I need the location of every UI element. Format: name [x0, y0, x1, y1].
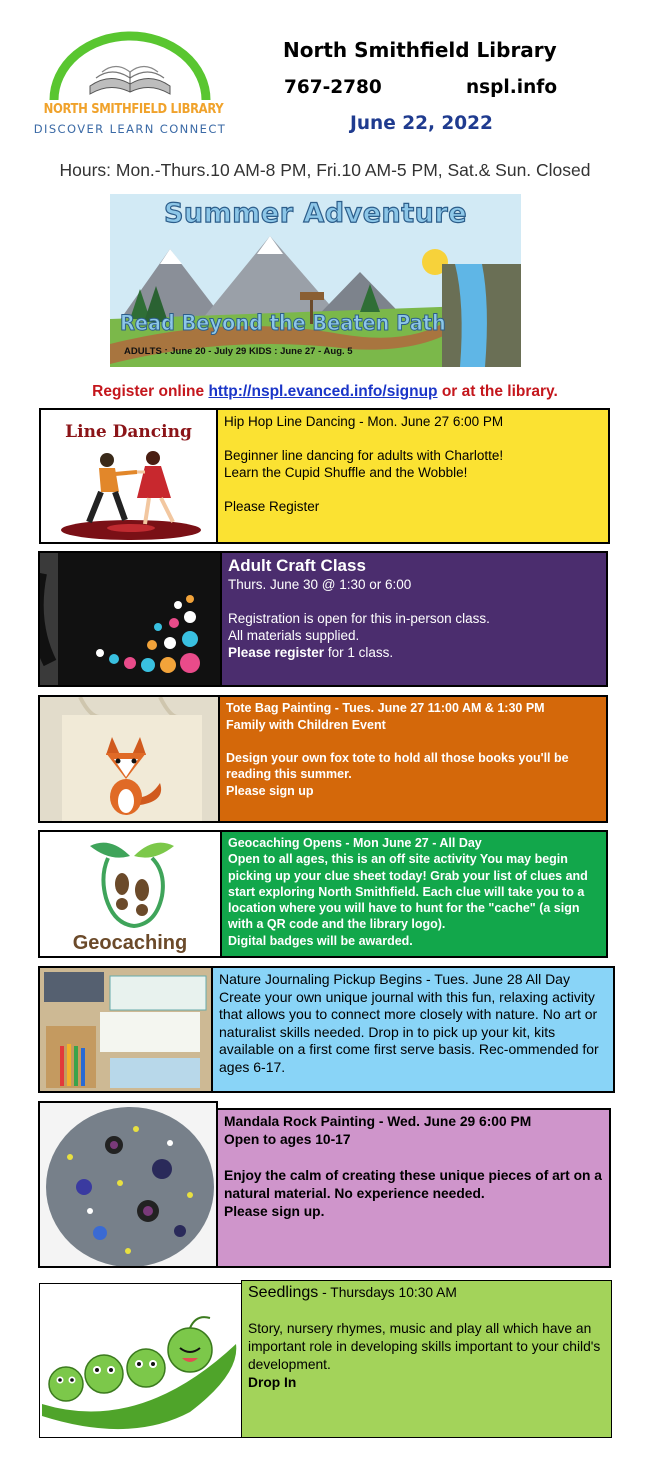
craft-register-emphasis: Please register — [228, 645, 325, 660]
tote-details — [218, 695, 608, 823]
geocaching-image — [38, 830, 222, 958]
tote-bag-image — [38, 695, 220, 823]
banner-title: Summer Adventure — [163, 198, 468, 229]
journal-kit-illustration — [40, 968, 211, 1091]
line-dancing-line2: Learn the Cupid Shuffle and the Wobble! — [224, 465, 468, 480]
geocaching-line2: Digital badges will be awarded. — [228, 933, 413, 948]
geocaching-image-label: Geocaching — [72, 932, 188, 954]
tote-subtitle: Family with Children Event — [226, 717, 386, 732]
library-phone: 767-2780 — [284, 77, 382, 98]
dotted-mug-illustration — [40, 553, 220, 685]
footprints-leaf-icon — [40, 832, 220, 940]
banner-dates: ADULTS : June 20 - July 29 KIDS : June 27 - Aug. 5 — [124, 346, 353, 357]
geocaching-details — [220, 830, 608, 958]
craft-line2: All materials supplied. — [228, 628, 360, 643]
book-rainbow-icon — [30, 28, 230, 108]
tote-title: Tote Bag Painting - Tues. June 27 11:00 AM & 1:30 PM — [226, 701, 545, 715]
geocaching-title: Geocaching Opens - Mon June 27 - All Day — [228, 836, 482, 850]
seedlings-when: - Thursdays 10:30 AM — [318, 1285, 457, 1300]
dancers-illustration — [41, 442, 216, 542]
logo-tagline: DISCOVER LEARN CONNECT — [33, 122, 227, 136]
mandala-rock-image — [38, 1101, 218, 1268]
library-name: North Smithfield Library — [283, 38, 557, 62]
summer-reading-banner — [110, 194, 521, 367]
seedlings-heading — [248, 1284, 605, 1302]
mandala-subtitle: Open to ages 10-17 — [224, 1132, 351, 1147]
peas-in-pod-illustration — [40, 1284, 241, 1436]
library-hours: Hours: Mon.-Thurs.10 AM-8 PM, Fri.10 AM-5 PM, Sat.& Sun. Closed — [59, 160, 591, 180]
craft-details — [220, 551, 608, 687]
mandala-line1: Enjoy the calm of creating these unique pieces of art on a natural material. No experience needed. — [224, 1168, 602, 1201]
library-website: nspl.info — [466, 77, 558, 98]
line-dancing-line3: Please Register — [224, 499, 320, 514]
craft-when: Thurs. June 30 @ 1:30 or 6:00 — [228, 577, 412, 592]
line-dancing-image — [39, 408, 218, 544]
tote-line1: Design your own fox tote to hold all those books you'll be reading this summer. — [226, 750, 569, 781]
register-prefix: Register online — [92, 383, 209, 400]
fox-tote-illustration — [40, 697, 218, 821]
tote-line2: Please sign up — [226, 783, 314, 798]
seedlings-image — [39, 1283, 243, 1438]
geocaching-body: Open to all ages, this is an off site activity You may begin picking up your clue sheet today! Grab your list of clues and start exploring North Smithfield. Each clue will take you to a location where you will have to hunt for the "cache" (a sign with a QR code and the library logo). — [228, 852, 588, 932]
mandala-details — [216, 1108, 611, 1268]
journal-body: Create your own unique journal with this fun, relaxing activity that allows you to connect more closely with nature. No art or naturalist skills needed. Drop in to pick up your kit, kits available on a first come first serve basis. Rec-ommended for ages 6-17. — [219, 988, 599, 1075]
register-line — [0, 383, 650, 401]
painted-rock-illustration — [40, 1103, 216, 1266]
line-dancing-title: Hip Hop Line Dancing - Mon. June 27 6:00 PM — [224, 414, 504, 429]
newsletter-date: June 22, 2022 — [350, 113, 493, 134]
craft-line3-rest: for 1 class. — [324, 645, 394, 660]
craft-title: Adult Craft Class — [228, 556, 366, 575]
craft-mug-image — [38, 551, 222, 687]
seedlings-details — [241, 1280, 612, 1438]
library-logo — [30, 28, 230, 140]
nature-journal-image — [38, 966, 213, 1093]
line-dancing-image-label: Line Dancing — [65, 422, 192, 442]
seedlings-line1: Story, nursery rhymes, music and play all which have an important role in developing skills important to your child's development. — [248, 1321, 601, 1372]
seedlings-title: Seedlings — [248, 1284, 319, 1301]
mandala-title: Mandala Rock Painting - Wed. June 29 6:00 PM — [224, 1114, 532, 1129]
banner-subtitle: Read Beyond the Beaten Path — [120, 311, 446, 335]
line-dancing-details — [216, 408, 610, 544]
logo-name: NORTH SMITHFIELD LIBRARY — [43, 101, 224, 117]
seedlings-line2: Drop In — [248, 1375, 297, 1390]
line-dancing-line1: Beginner line dancing for adults with Charlotte! — [224, 448, 504, 463]
craft-line3 — [228, 644, 600, 661]
register-suffix: or at the library. — [437, 383, 558, 400]
journal-title: Nature Journaling Pickup Begins - Tues. June 28 All Day — [219, 971, 570, 987]
craft-line1: Registration is open for this in-person class. — [228, 611, 490, 626]
journal-details — [211, 966, 615, 1093]
mandala-line2: Please sign up. — [224, 1204, 325, 1219]
signup-link[interactable]: http://nspl.evanced.info/signup — [208, 383, 438, 400]
